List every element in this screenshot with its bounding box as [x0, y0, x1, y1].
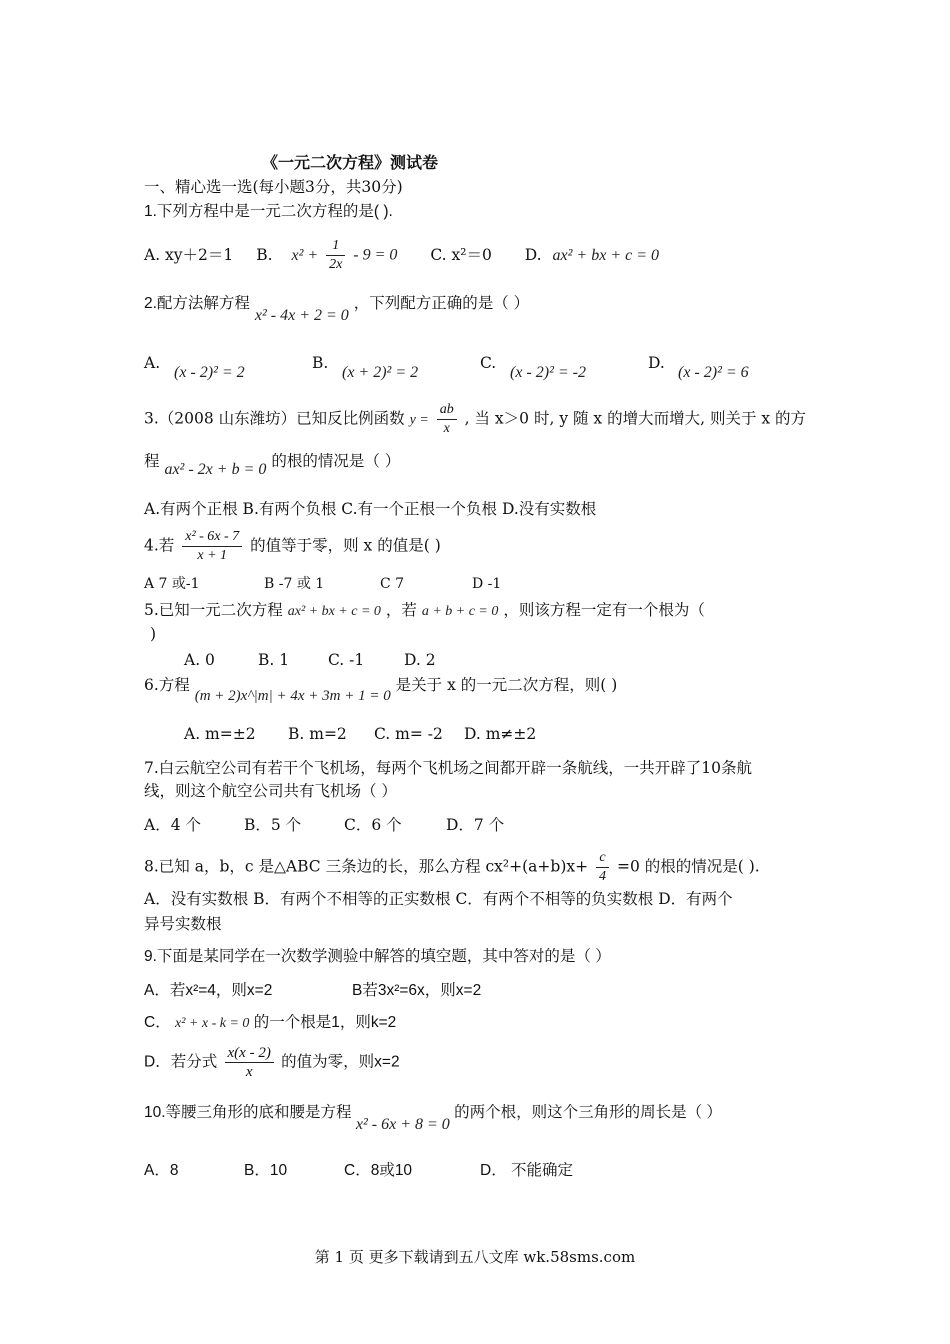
q9-option-c-eq: x² + x - k = 0 [175, 1016, 250, 1031]
q3-line2-pre: 程 [144, 452, 160, 470]
q1-option-d-eq: ax² + bx + c = 0 [552, 246, 660, 264]
q6-stem-pre: 6.方程 [144, 676, 190, 694]
fraction-denominator: x [245, 1064, 253, 1080]
q6-equation: (m + 2)x^|m| + 4x + 3m + 1 = 0 [194, 688, 391, 704]
q3-stem-post: , 当 x＞0 时, y 随 x 的增大而增大, 则关于 x 的方 [464, 409, 807, 428]
q2-option-b-eq: (x + 2)² = 2 [342, 364, 419, 381]
q5-option-a: A. 0 [184, 651, 215, 669]
q5-condition: a + b + c = 0 [421, 604, 499, 619]
q7-line-2: 线，则这个航空公司共有飞机场（ ） [144, 782, 397, 800]
fraction-denominator: 4 [599, 869, 607, 884]
q10-equation: x² - 6x + 8 = 0 [355, 1116, 450, 1133]
q5-line-2: ) [150, 625, 157, 643]
q3-stem-pre: 3.（2008 山东潍坊）已知反比例函数 [144, 409, 405, 428]
q9-option-a: A．若x²=4，则x=2 [144, 982, 273, 999]
q2-option-c-label: C. [480, 354, 497, 372]
q2-stem-post: ，下列配方正确的是（ ） [353, 294, 530, 312]
q3-options: A.有两个正根 B.有两个负根 C.有一个正根一个负根 D.没有实数根 [144, 500, 597, 518]
q10-stem-post: 的两个根，则这个三角形的周长是（ ） [454, 1104, 722, 1121]
q2-option-a-label: A. [144, 354, 161, 372]
q10-option-a: A．8 [144, 1162, 179, 1179]
question-4-stem [144, 528, 441, 565]
q6-option-a: A. m=±2 [184, 725, 256, 743]
q2-stem-pre: 2.配方法解方程 [144, 295, 250, 312]
q7-option-a: A．4 个 [144, 816, 201, 834]
question-9-option-d [144, 1044, 400, 1081]
q3-function-lhs: y = [409, 412, 429, 428]
q5-equation: ax² + bx + c = 0 [287, 604, 381, 619]
q4-option-b: B -7 或 1 [264, 576, 325, 592]
question-6-stem [144, 674, 618, 704]
q8-stem-post: =0 的根的情况是( ). [616, 857, 760, 876]
q7-option-c: C．6 个 [344, 816, 402, 834]
q2-equation: x² - 4x + 2 = 0 [254, 307, 349, 324]
q4-option-d: D -1 [472, 576, 502, 592]
q4-stem-pre: 4.若 [144, 536, 175, 555]
q1-option-b-fraction [326, 237, 345, 274]
q9-option-c-pre: C． [144, 1014, 171, 1031]
question-2-stem [144, 292, 530, 324]
question-9-option-c [144, 1012, 396, 1035]
q2-option-b-label: B. [312, 354, 329, 372]
q8-fraction [596, 849, 609, 886]
q5-stem-post: ，则该方程一定有一个根为（ [503, 601, 705, 619]
q7-option-d: D．7 个 [446, 816, 505, 834]
question-3-line-2 [144, 450, 401, 478]
q8-options-line-2: 异号实数根 [144, 915, 222, 933]
q8-options-line-1: A．没有实数根 B．有两个不相等的正实数根 C．有两个不相等的负实数根 D．有两个 [144, 890, 733, 908]
q9-option-b: B若3x²=6x，则x=2 [352, 982, 482, 999]
q3-fraction [437, 401, 457, 438]
fraction-numerator: x(x - 2) [225, 1044, 274, 1063]
q3-equation: ax² - 2x + b = 0 [164, 461, 267, 478]
q10-option-d: D． 不能确定 [480, 1162, 574, 1179]
q2-option-d-label: D. [648, 354, 665, 372]
q5-mid: ，若 [385, 601, 417, 619]
q9-option-d-fraction [225, 1044, 274, 1081]
fraction-numerator: c [596, 849, 609, 868]
question-1-options [144, 237, 659, 274]
q10-stem-pre: 10.等腰三角形的底和腰是方程 [144, 1104, 352, 1121]
q5-option-b: B. 1 [258, 651, 290, 669]
q5-option-d: D. 2 [404, 651, 436, 669]
page-title: 《一元二次方程》测试卷 [262, 153, 439, 172]
q6-stem-post: 是关于 x 的一元二次方程，则( ) [395, 676, 618, 694]
q1-option-b-label: B. [256, 245, 273, 264]
q1-option-a: A. xy＋2＝1 [144, 245, 234, 264]
fraction-numerator: ab [437, 401, 457, 420]
q9-option-d-post: 的值为零，则x=2 [281, 1053, 400, 1071]
q5-stem-pre: 5.已知一元二次方程 [144, 601, 283, 619]
q9-option-d-pre: D．若分式 [144, 1053, 218, 1071]
q1-option-d-label: D. [524, 245, 542, 264]
q1-option-b-eq-pre: x² + [291, 246, 319, 264]
question-3-line-1 [144, 401, 806, 438]
page-footer: 第 1 页 更多下载请到五八文库 wk.58sms.com [314, 1248, 636, 1266]
q4-stem-post: 的值等于零，则 x 的值是( ) [250, 536, 441, 555]
question-9-stem: 9.下面是某同学在一次数学测验中解答的填空题，其中答对的是（ ） [144, 948, 611, 965]
question-5-stem [144, 599, 705, 623]
q2-option-a-eq: (x - 2)² = 2 [174, 364, 245, 381]
fraction-denominator: x [443, 421, 450, 436]
fraction-numerator: x² - 6x - 7 [182, 528, 242, 547]
q5-option-c: C. -1 [328, 651, 365, 669]
q4-option-c: C 7 [380, 576, 405, 592]
q9-option-c-post: 的一个根是1，则k=2 [253, 1014, 397, 1031]
q10-option-b: B．10 [244, 1162, 288, 1179]
question-8-stem [144, 849, 760, 886]
q10-option-c: C．8或10 [344, 1162, 413, 1179]
q2-option-c-eq: (x - 2)² = -2 [510, 364, 587, 381]
q6-option-d: D. m≠±2 [464, 725, 537, 743]
fraction-denominator: 2x [329, 257, 343, 272]
question-1-stem: 1.下列方程中是一元二次方程的是( ). [144, 203, 393, 220]
q3-line2-post: 的根的情况是（ ） [271, 452, 401, 470]
q4-option-a: A 7 或-1 [144, 576, 200, 592]
q7-line-1: 7.白云航空公司有若干个飞机场，每两个飞机场之间都开辟一条航线，一共开辟了10条航 [144, 759, 753, 777]
q8-stem-pre: 8.已知 a，b，c 是△ABC 三条边的长，那么方程 cx²+(a+b)x+ [144, 857, 589, 876]
section-heading: 一、精心选一选(每小题3分，共30分) [144, 178, 403, 196]
q2-option-d-eq: (x - 2)² = 6 [678, 364, 749, 381]
question-10-stem [144, 1102, 722, 1133]
q4-fraction [182, 528, 242, 565]
q1-option-c: C. x²＝0 [430, 245, 492, 264]
fraction-denominator: x + 1 [197, 548, 228, 563]
fraction-numerator: 1 [326, 237, 345, 256]
q6-option-b: B. m=2 [288, 725, 347, 743]
q6-option-c: C. m= -2 [374, 725, 443, 743]
q7-option-b: B．5 个 [244, 816, 302, 834]
q1-option-b-eq-post: - 9 = 0 [353, 246, 398, 264]
